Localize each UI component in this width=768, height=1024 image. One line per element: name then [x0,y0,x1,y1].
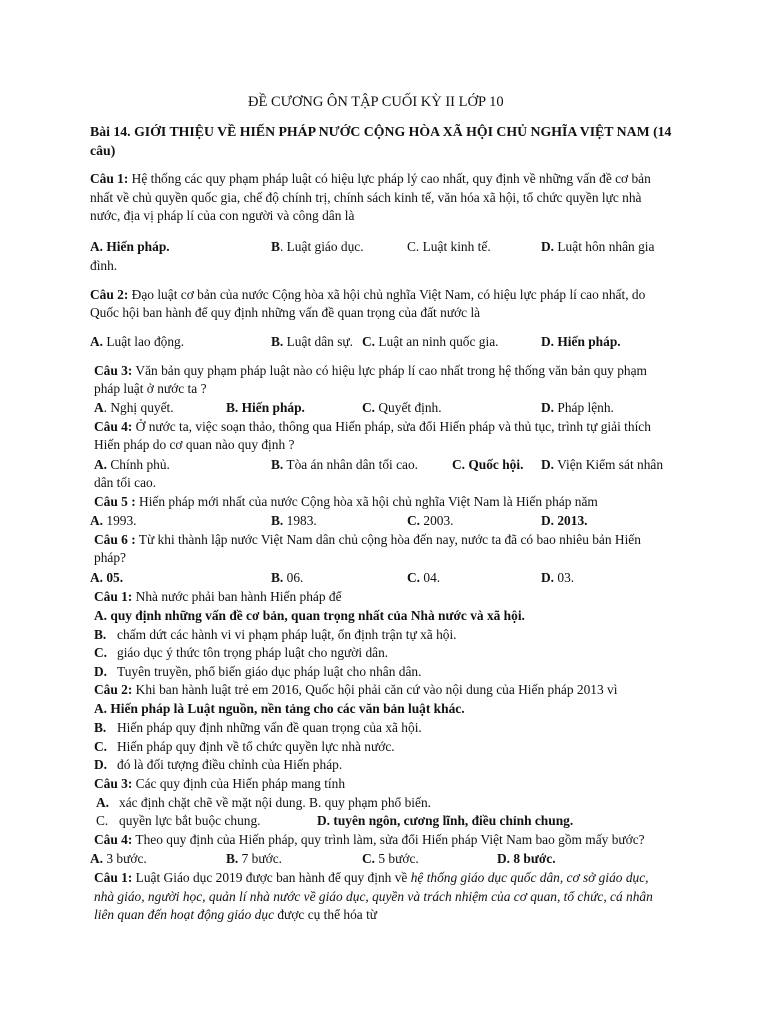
question-label: Câu 3: [94,363,133,378]
option-text: 2003. [420,513,454,528]
q2-option-b [271,333,353,350]
question-3-stem [94,362,647,379]
question-label: Câu 6 : [94,532,136,547]
question-text-italic: liên quan đến hoạt động giáo dục [94,907,275,922]
p2q1-option-d: Tuyên truyền, phổ biến giáo dục pháp luật cho nhân dân. [117,664,422,679]
part3-question-1-line-2: nhà giáo, người học, quản lí nhà nước về giáo dục, quyền và trách nhiệm của cơ quan, tổ chức, cá nhân [94,889,653,904]
question-1-line-3: nước, địa vị pháp lí của con người và công dân là [90,208,355,223]
q2-option-d: D. Hiến pháp. [541,334,621,349]
option-text: 1983. [283,513,317,528]
option-key: D. [541,570,555,585]
q4-option-a [94,456,170,473]
question-label: Câu 1: [94,589,133,604]
option-key: A. [94,457,108,472]
q6-option-c [407,569,440,586]
question-text: Theo quy định của Hiến pháp, quy trình làm, sửa đổi Hiến pháp Việt Nam bao gồm mấy bước? [132,832,645,847]
q4-option-b [271,456,418,473]
q1-option-d-cont: đình. [90,258,118,273]
question-text: Luật Giáo dục 2019 được ban hành để quy định về [132,870,411,885]
question-6-line-2: pháp? [94,550,126,565]
p2q2-option-b-key: B. [94,720,107,735]
q3-option-b: B. Hiến pháp. [226,400,305,415]
option-text: Viện Kiểm sát nhân [554,457,664,472]
option-key: B. [271,334,284,349]
question-label: Câu 1: [90,171,129,186]
question-text: Từ khi thành lập nước Việt Nam dân chủ cộng hòa đến nay, nước ta đã có bao nhiêu bản Hiến [135,532,641,547]
p2q1-option-c-key: C. [94,645,108,660]
q3-option-c [362,399,442,416]
option-key: C. [362,400,376,415]
question-label: Câu 3: [94,776,133,791]
q1-option-c: C. Luật kinh tế. [407,239,491,254]
p2q1-option-d-key: D. [94,664,108,679]
q4-option-c: C. Quốc hội. [452,457,524,472]
question-label: Câu 2: [94,682,133,697]
option-text: 06. [283,570,304,585]
question-text: Các quy định của Hiến pháp mang tính [132,776,346,791]
option-key: C. [362,851,376,866]
p2q1-option-a: A. quy định những vấn đề cơ bản, quan trọng nhất của Nhà nước và xã hội. [94,608,525,623]
question-3-line-2: pháp luật ở nước ta ? [94,381,207,396]
p2q2-option-c-key: C. [94,739,108,754]
question-text-italic: hệ thống giáo dục quốc dân, cơ sở giáo dục, [410,870,649,885]
option-text: 5 bước. [375,851,419,866]
part2-question-3-stem [94,775,345,792]
question-text: Đạo luật cơ bản của nước Cộng hòa xã hội chủ nghĩa Việt Nam, có hiệu lực pháp lí cao nhất, do [128,287,646,302]
option-key: C. [407,570,421,585]
q2-option-a [90,333,184,350]
option-text: . Nghị quyết. [103,400,174,415]
p2q4-option-c [362,850,419,867]
option-key: D. [541,457,555,472]
option-text: Luật dân sự. [283,334,354,349]
q5-option-b [271,512,317,529]
q5-option-c [407,512,454,529]
q1-option-b [271,238,364,255]
option-key: A. [90,334,104,349]
p2q1-option-b-key: B. [94,627,107,642]
p2q2-option-a: A. Hiến pháp là Luật nguồn, nền tảng cho các văn bản luật khác. [94,701,465,716]
option-key: B. [226,851,239,866]
p2q2-option-d: đó là đối tượng điều chỉnh của Hiến pháp. [117,757,343,772]
question-2-stem [90,286,645,303]
option-text: Chính phủ. [107,457,170,472]
option-text: 7 bước. [238,851,282,866]
option-text: Luật an ninh quốc gia. [375,334,499,349]
p2q4-option-a [90,850,147,867]
p2q4-option-d: D. 8 bước. [497,851,556,866]
option-key: B. [271,457,284,472]
q1-option-a: A. Hiến pháp. [90,239,170,254]
p2q1-option-c: giáo dục ý thức tôn trọng pháp luật cho người dân. [117,645,389,660]
p2q3-option-d: D. tuyên ngôn, cương lĩnh, điều chỉnh chung. [317,813,574,828]
option-key: B [271,239,280,254]
option-text: Pháp lệnh. [554,400,614,415]
question-text: Khi ban hành luật trẻ em 2016, Quốc hội phải căn cứ vào nội dung của Hiến pháp 2013 vì [132,682,618,697]
p2q2-option-b: Hiến pháp quy định những vấn đề quan trọng của xã hội. [117,720,422,735]
question-label: Câu 4: [94,419,133,434]
q3-option-a [94,399,174,416]
option-key: B. [271,513,284,528]
option-text: Tòa án nhân dân tối cao. [283,457,419,472]
p2q3-option-c: quyền lực bắt buộc chung. [119,813,261,828]
question-text: Hệ thống các quy phạm pháp luật có hiệu lực pháp lý cao nhất, quy định về những vấn đề cơ bản [128,171,651,186]
option-text: Luật hôn nhân gia [554,239,655,254]
option-key: D. [541,400,555,415]
section-heading-line-2: câu) [90,143,116,158]
q6-option-d [541,569,574,586]
part2-question-4-stem [94,831,645,848]
option-key: D. [541,239,555,254]
part2-question-2-stem [94,681,617,698]
question-4-line-2: Hiến pháp do cơ quan nào quy định ? [94,437,295,452]
question-label: Câu 5 : [94,494,136,509]
option-text: Luật lao động. [103,334,185,349]
part3-question-1-stem [94,869,649,886]
q6-option-b [271,569,303,586]
option-text: 04. [420,570,441,585]
option-text: . Luật giáo dục. [279,239,364,254]
document-title: ĐỀ CƯƠNG ÔN TẬP CUỐI KỲ II LỚP 10 [248,94,504,110]
part2-question-1-stem [94,588,342,605]
part3-question-1-line-3 [94,906,377,923]
option-text: 1993. [103,513,137,528]
p2q2-option-c: Hiến pháp quy định về tổ chức quyền lực nhà nước. [117,739,395,754]
option-key: A [94,400,104,415]
option-key: C. [407,513,421,528]
question-2-line-2: Quốc hội ban hành để quy định những vấn đề quan trọng của đất nước là [90,305,481,320]
option-key: A. [90,513,104,528]
question-text: Văn bản quy phạm pháp luật nào có hiệu lực pháp lí cao nhất trong hệ thống văn bản quy phạm [132,363,647,378]
p2q3-option-a-key: A. [96,795,110,810]
option-key: A. [90,851,104,866]
q5-option-a [90,512,137,529]
p2q4-option-b [226,850,282,867]
question-text: Nhà nước phải ban hành Hiến pháp để [132,589,342,604]
question-1-stem [90,170,651,187]
question-6-stem [94,531,641,548]
question-label: Câu 2: [90,287,129,302]
question-label: Câu 1: [94,870,133,885]
question-text: Ở nước ta, việc soạn thảo, thông qua Hiến pháp, sửa đổi Hiến pháp và thủ tục, trình tự giải thích [132,419,651,434]
option-text: 03. [554,570,575,585]
question-5-stem [94,493,598,510]
p2q3-option-c-key: C. [96,813,109,828]
p2q3-option-a: xác định chặt chẽ về mặt nội dung. B. quy phạm phổ biến. [119,795,432,810]
q5-option-d: D. 2013. [541,513,588,528]
p2q1-option-b: chấm dứt các hành vi vi phạm pháp luật, ổn định trận tự xã hội. [117,627,457,642]
q3-option-d [541,399,614,416]
question-text: Hiến pháp mới nhất của nước Cộng hòa xã hội chủ nghĩa Việt Nam là Hiến pháp năm [135,494,598,509]
q6-option-a: A. 05. [90,570,124,585]
question-4-stem [94,418,651,435]
section-heading-line-1: Bài 14. GIỚI THIỆU VỀ HIẾN PHÁP NƯỚC CỘNG HÒA XÃ HỘI CHỦ NGHĨA VIỆT NAM (14 [90,124,672,139]
question-1-line-2: nhất về chủ quyền quốc gia, chế độ chính trị, chính sách kinh tế, văn hóa xã hội, tổ chức quyền lực nhà [90,190,642,205]
option-key: B. [271,570,284,585]
option-text: 3 bước. [103,851,147,866]
q1-option-d [541,238,654,255]
q4-option-d-cont: dân tối cao. [94,475,157,490]
question-text: được cụ thể hóa từ [274,907,378,922]
option-key: C. [362,334,376,349]
option-text: Quyết định. [375,400,442,415]
question-label: Câu 4: [94,832,133,847]
q4-option-d [541,456,663,473]
p2q2-option-d-key: D. [94,757,108,772]
q2-option-c [362,333,499,350]
